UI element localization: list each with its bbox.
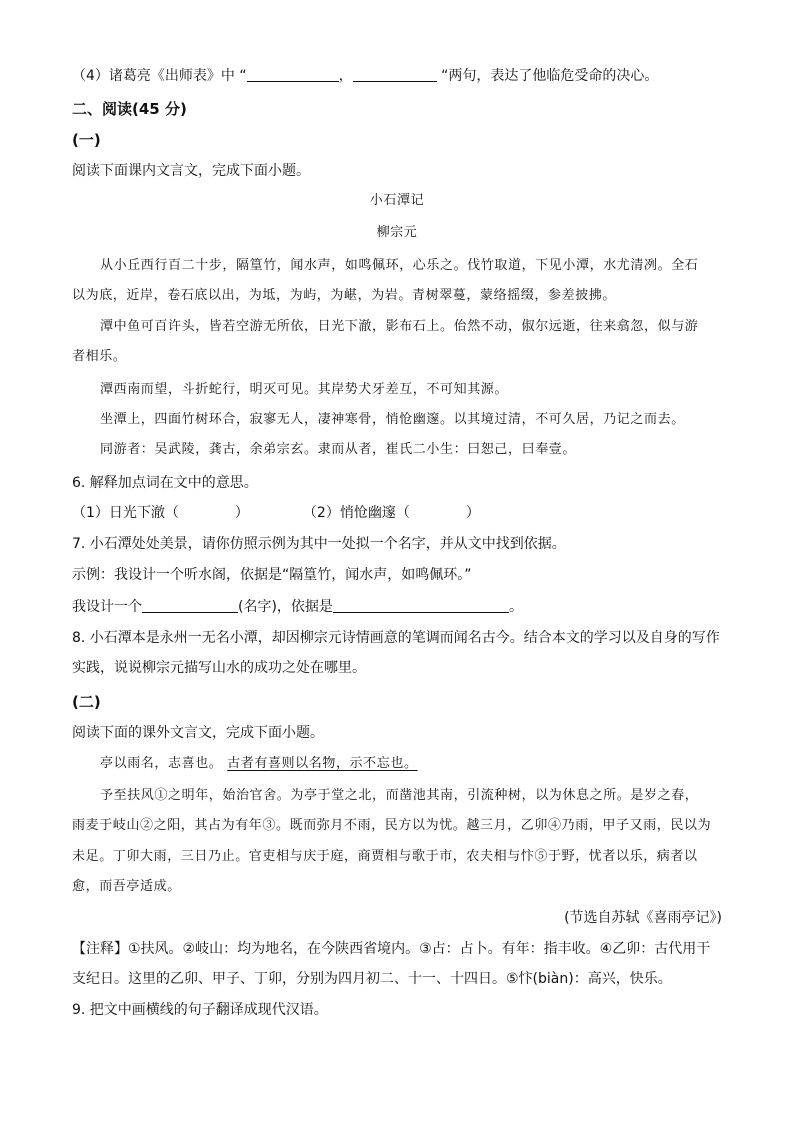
passage-1-line: 坐潭上，四面竹树环合，寂寥无人，凄神寒骨，悄怆幽邃。以其境过清，不可久居，乃记之而去。 xyxy=(100,412,685,427)
section-2-title: 二、阅读(45 分) xyxy=(72,100,187,118)
passage-1-line: 潭中鱼可百许头，皆若空游无所依，日光下澈，影布石上。佁然不动，俶尔远逝，往来翕忽，似与游 xyxy=(100,319,699,334)
question-7-answer: 我设计一个 (名字)，依据是 。 xyxy=(72,599,523,615)
passage-1-line: 者相乐。 xyxy=(72,349,127,364)
passage-1-line: 潭西南而望，斗折蛇行，明灭可见。其岸势犬牙差互，不可知其源。 xyxy=(100,382,509,397)
passage-author: 柳宗元 xyxy=(376,225,418,240)
passage-2-line: 愈，而吾亭适成。 xyxy=(72,879,181,894)
part-2-instruction: 阅读下面的课外文言文，完成下面小题。 xyxy=(72,725,324,741)
question-8-line: 实践，说说柳宗元描写山水的成功之处在哪里。 xyxy=(72,660,366,676)
question-9: 9. 把文中画横线的句子翻译成现代汉语。 xyxy=(72,1002,328,1018)
passage-2-source: (节选自苏轼《喜雨亭记》) xyxy=(564,910,722,926)
notes-line: 【注释】①扶风。②岐山：均为地名，在今陕西省境内。③占：占卜。有年：指丰收。④乙卯：古代用干 xyxy=(72,941,711,957)
question-4: （4）诸葛亮《出师表》中 “ ， “两句，表达了他临危受命的决心。 xyxy=(72,68,659,84)
answer-blank-name[interactable] xyxy=(142,598,238,613)
answer-blank-basis[interactable] xyxy=(333,598,509,613)
passage-1-line: 从小丘西行百二十步，隔篁竹，闻水声，如鸣佩环，心乐之。伐竹取道，下见小潭，水尤清冽。全石 xyxy=(100,258,699,273)
notes-line: 支纪日。这里的乙卯、甲子、丁卯，分别为四月初二、十一、十四日。⑤忭(biàn)：高兴，快乐。 xyxy=(72,971,672,987)
answer-blank-2[interactable] xyxy=(353,67,437,82)
question-6: 6. 解释加点词在文中的意思。 xyxy=(72,475,258,491)
underlined-sentence: 古者有喜则以名物，示不忘也。 xyxy=(227,756,418,771)
part-1-instruction: 阅读下面课内文言文，完成下面小题。 xyxy=(72,163,310,179)
question-8-line: 8. 小石潭本是永州一无名小潭，却因柳宗元诗情画意的笔调而闻名古今。结合本文的学习以及自身的写作 xyxy=(72,630,720,646)
passage-2-line: 雨麦于岐山②之阳，其占为有年③。既而弥月不雨，民方以为忧。越三月，乙卯④乃雨，甲子又雨，民以为 xyxy=(72,818,712,833)
passage-title: 小石潭记 xyxy=(369,193,425,208)
question-7: 7. 小石潭处处美景，请你仿照示例为其中一处拟一个名字，并从文中找到依据。 xyxy=(72,536,566,552)
passage-1-line: 同游者：吴武陵，龚古，余弟宗玄。隶而从者，崔氏二小生：曰恕己，曰奉壹。 xyxy=(100,442,577,457)
passage-2-line: 予至扶风①之明年，始治官舍。为亭于堂之北，而凿池其南，引流种树，以为休息之所。是岁之春， xyxy=(100,788,699,803)
part-1-label: (一) xyxy=(72,131,101,149)
answer-blank-1[interactable] xyxy=(247,67,339,82)
question-7-example: 示例：我设计一个听水阁，依据是“隔篁竹，闻水声，如鸣佩环。” xyxy=(72,567,472,583)
passage-2-line: 未足。丁卯大雨，三日乃止。官吏相与庆于庭，商贾相与歌于市，农夫相与忭⑤于野，忧者以乐，病者以 xyxy=(72,849,698,864)
part-2-label: (二) xyxy=(72,693,101,711)
passage-1-line: 以为底，近岸，卷石底以出，为坻，为屿，为嵁，为岩。青树翠蔓，蒙络摇缀，参差披拂。 xyxy=(72,288,617,303)
question-6-items: （1）日光下澈（ ） （2）悄怆幽邃（ ） xyxy=(72,505,480,521)
passage-2-first-line: 亭以雨名，志喜也。 古者有喜则以名物，示不忘也。 xyxy=(100,756,418,771)
